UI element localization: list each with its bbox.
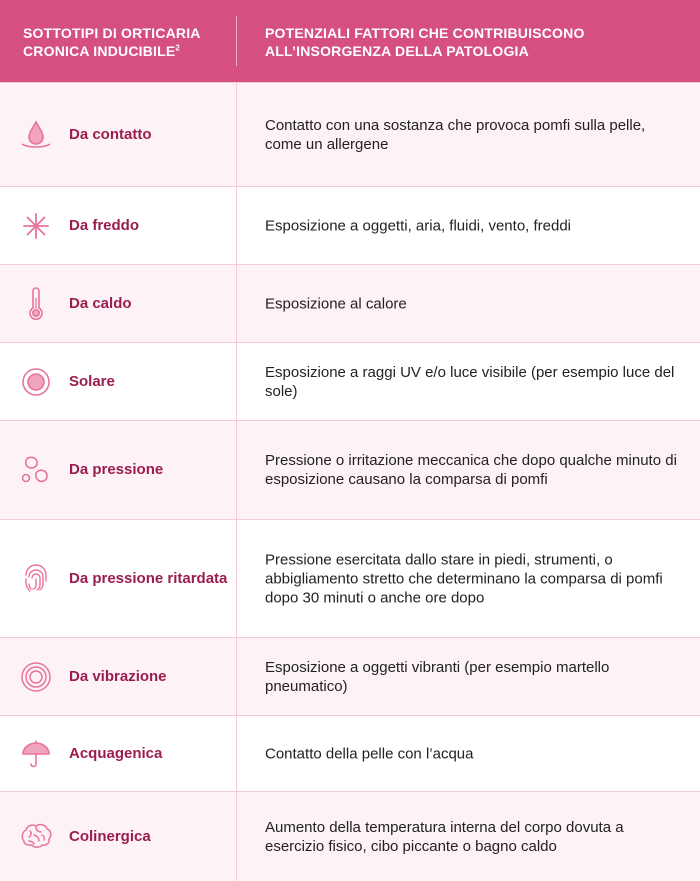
- table-row: [0, 791, 700, 881]
- subtype-description: Pressione o irritazione meccanica che dopo qualche minuto di esposizione causano la comparsa di pomfi: [265, 452, 677, 488]
- subtype-name: Da pressione ritardata: [69, 569, 228, 587]
- table-row: [0, 637, 700, 715]
- subtype-description: Esposizione a oggetti vibranti (per esempio martello pneumatico): [265, 658, 610, 695]
- footnote-marker: 2: [175, 43, 181, 53]
- subtype-description: Esposizione a oggetti, aria, fluidi, vento, freddi: [265, 217, 572, 234]
- subtype-description: Contatto della pelle con l’acqua: [265, 745, 474, 762]
- sun-icon: [18, 364, 54, 400]
- snowflake-icon: [18, 208, 54, 244]
- table-row: [0, 342, 700, 420]
- subtype-name: Da caldo: [69, 294, 132, 312]
- vibration-icon: [18, 659, 54, 695]
- subtype-name: Solare: [69, 372, 115, 390]
- thermometer-icon: [18, 286, 54, 322]
- umbrella-icon: [18, 736, 54, 772]
- subtype-description: Pressione esercitata dallo stare in piedi, strumenti, o abbigliamento stretto che determinano la comparsa di pomfi dopo 30 minuti o anche ore dopo: [265, 551, 663, 606]
- header-col-factors: POTENZIALI FATTORI CHE CONTRIBUISCONO ALL’INSORGENZA DELLA PATOLOGIA: [265, 25, 585, 59]
- subtype-name: Colinergica: [69, 827, 151, 845]
- subtype-name: Acquagenica: [69, 744, 163, 762]
- subtype-description: Aumento della temperatura interna del corpo dovuta a esercizio fisico, cibo piccante o bagno caldo: [265, 818, 624, 855]
- table-row: [0, 519, 700, 637]
- subtype-name: Da freddo: [69, 216, 140, 234]
- subtype-name: Da pressione: [69, 461, 164, 478]
- subtype-name: Da vibrazione: [69, 667, 167, 685]
- table-row: [0, 264, 700, 342]
- subtype-description: Esposizione a raggi UV e/o luce visibile (per esempio luce del sole): [265, 363, 675, 400]
- fingerprint-icon: [18, 561, 54, 597]
- subtype-description: Esposizione al calore: [265, 295, 407, 312]
- subtype-description: Contatto con una sostanza che provoca pomfi sulla pelle, come un allergene: [265, 116, 646, 153]
- header-col-subtypes: SOTTOTIPI DI ORTICARIA CRONICA INDUCIBILE$^2$: [23, 25, 201, 59]
- header-divider: [236, 16, 237, 66]
- bubbles-icon: [18, 452, 54, 488]
- droplet-icon: [18, 117, 54, 153]
- table-row: [0, 186, 700, 264]
- subtype-name: Da contatto: [69, 125, 152, 143]
- table-row: [0, 82, 700, 186]
- table-header: [0, 0, 700, 82]
- table-row: [0, 715, 700, 791]
- brain-icon: [18, 819, 54, 855]
- table-row: [0, 420, 700, 519]
